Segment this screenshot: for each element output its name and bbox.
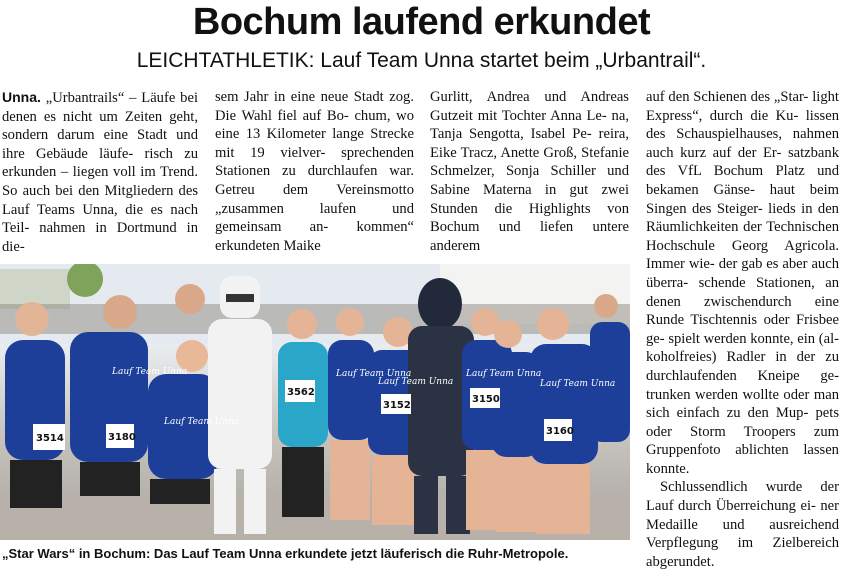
text-line: reira, Eike Tracz, Anette xyxy=(430,126,629,161)
bib-number: 3562 xyxy=(287,387,315,398)
headline: Bochum laufend erkundet xyxy=(192,1,651,43)
text-line: koholfreies) Radler in der zu xyxy=(646,349,839,366)
bib-number: 3152 xyxy=(383,400,411,411)
article-column-3 xyxy=(430,88,629,255)
text-line: spielt werden konnte, ein (al- xyxy=(668,330,839,347)
subheadline: LEICHTATHLETIK: Lauf Team Unna startet beim „Urbantrail“. xyxy=(136,49,707,72)
text-line: laufen und gemeinsam an- xyxy=(215,200,414,236)
text-line: Stadt und ihre Gebäude läufe- xyxy=(2,127,198,162)
text-line: Tischtennis oder Frisbee ge- xyxy=(646,312,839,347)
text-line: der Technischen Hochschule xyxy=(646,219,839,254)
text-line: zum Gruppenfoto ablichten xyxy=(646,423,840,459)
text-line: bei denen es nicht um Zeiten xyxy=(2,90,199,125)
text-line: geht, sondern darum eine xyxy=(2,108,198,144)
paragraph xyxy=(646,478,839,571)
text-line: sem Jahr in eine neue Stadt xyxy=(215,89,384,105)
text-line: den Mitgliedern des Lauf xyxy=(2,182,198,218)
bib-number: 3160 xyxy=(546,426,574,437)
bib-number: 3150 xyxy=(472,394,500,405)
text-line: chum, wo eine 13 Kilometer xyxy=(215,107,415,143)
text-line: Verpflegung im Zielbereich xyxy=(646,535,839,552)
text-line: Lauf durch Überreichung ei- xyxy=(646,498,816,515)
text-line: Platz und bekamen Gänse- xyxy=(646,163,839,198)
text-line: lassen konnte. xyxy=(646,442,839,477)
paragraph xyxy=(430,88,629,255)
text-line: lissen des Schauspielhauses, xyxy=(646,107,839,143)
bib-number: 3180 xyxy=(108,432,136,443)
text-line: light Express“, durch die Ku- xyxy=(646,89,839,124)
text-line: der gab es aber auch überra- xyxy=(646,256,839,291)
group-photo xyxy=(0,264,630,540)
article-column-4 xyxy=(646,88,839,571)
paragraph xyxy=(2,88,198,256)
dateline: Unna. xyxy=(2,89,41,105)
text-line: und liefen untere anderem xyxy=(430,219,630,254)
text-line: schende Stationen, an denen xyxy=(646,274,839,310)
text-line: Gutzeit mit Tochter Anna Le- xyxy=(430,107,607,124)
text-line: nahmen in Dortmund in die- xyxy=(2,220,198,255)
text-line: trunken werden wollte oder xyxy=(646,386,810,403)
text-line: lange Strecke mit 19 vielver- xyxy=(215,126,414,161)
text-line: Sonja Schiller und Sabine xyxy=(430,163,629,198)
text-line: man sich einfach zu den Mup- xyxy=(646,386,839,422)
group-photo-illustration xyxy=(0,264,630,540)
text-line: auf den Schienen des „Star- xyxy=(646,89,809,105)
text-line: pets oder Storm Troopers xyxy=(646,405,839,440)
shirt-label: Lauf Team Unna xyxy=(336,369,412,379)
text-line: Schlussendlich wurde der xyxy=(660,479,839,496)
text-line: sprechenden Stationen zu xyxy=(215,144,414,180)
article-column-1 xyxy=(2,88,198,256)
text-line: Vereinsmotto „zusammen xyxy=(215,181,415,217)
text-line: ner Medaille und ausreichend xyxy=(646,498,840,533)
text-line: Groß, Stefanie Schmelzer, xyxy=(430,144,629,180)
shirt-label: Lauf Team Unna xyxy=(466,369,542,379)
text-line: Teams Unna, die es nach Teil- xyxy=(2,201,198,237)
bib-number: 3514 xyxy=(36,433,64,444)
shirt-label: Lauf Team Unna xyxy=(112,367,188,377)
text-line: zwischendurch eine Runde xyxy=(646,293,839,329)
paragraph xyxy=(646,88,839,478)
shirt-label: Lauf Team Unna xyxy=(164,417,240,427)
text-line: lieds in den Räumlichkeiten xyxy=(646,200,839,236)
text-line: Materna in gut zwei Stunden xyxy=(430,181,629,217)
text-line: haut beim Singen des Steiger- xyxy=(646,181,839,217)
text-line: nahmen auch kurz auf der Er- xyxy=(646,126,839,161)
photo-caption: „Star Wars“ in Bochum: Das Lauf Team Unna erkundete jetzt läuferisch die Ruhr-Metropole. xyxy=(2,546,569,561)
text-line: satzbank des VfL Bochum xyxy=(646,144,839,180)
text-line: durchlaufen war. Getreu dem xyxy=(215,163,414,198)
text-line: die Highlights von Bochum xyxy=(430,200,629,236)
text-line: zog. Die Wahl fiel auf Bo- xyxy=(215,89,414,124)
text-line: durchlaufenden Kneipe ge- xyxy=(646,367,839,384)
text-line: abgerundet. xyxy=(646,553,715,570)
text-line: Gurlitt, Andrea und Andreas xyxy=(430,89,629,105)
text-line: kommen“ erkundeten Maike xyxy=(215,219,414,254)
shirt-label: Lauf Team Unna xyxy=(540,379,616,389)
text-line: „Urbantrails“ – Läufe xyxy=(40,90,176,106)
text-line: Georg Agricola. Immer wie- xyxy=(646,237,839,273)
article-column-2 xyxy=(215,88,414,255)
text-line: voll im Trend. So auch bei xyxy=(2,164,199,199)
text-line: na, Tanja Sengotta, Isabel Pe- xyxy=(430,107,629,143)
paragraph xyxy=(215,88,414,255)
text-line: risch zu erkunden – liegen xyxy=(2,145,199,181)
shirt-label: Lauf Team Unna xyxy=(378,377,454,387)
